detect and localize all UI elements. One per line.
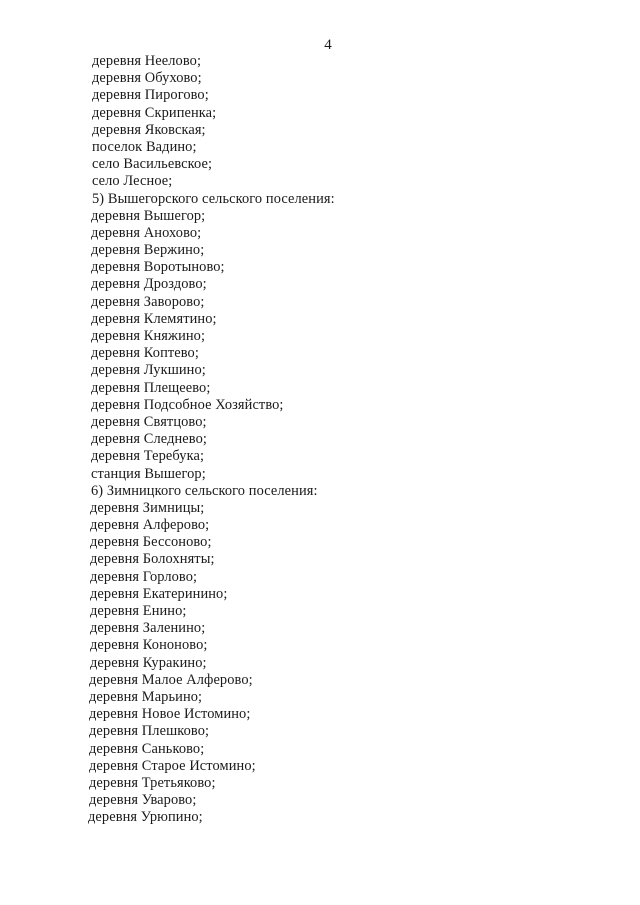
list-item: деревня Заленино; — [90, 620, 206, 637]
list-item: деревня Княжино; — [91, 328, 206, 344]
list-item: станция Вышегор; — [91, 465, 206, 482]
list-item: деревня Святцово; — [91, 413, 207, 430]
list-item: деревня Обухово; — [92, 70, 202, 87]
list-item: деревня Алферово; — [90, 517, 210, 534]
list-item: деревня Клемятино; — [91, 310, 217, 327]
list-item: деревня Плешково; — [89, 723, 210, 740]
list-item: деревня Неелово; — [92, 53, 202, 69]
list-item: деревня Вержино; — [91, 242, 205, 259]
list-item: деревня Скрипенка; — [92, 104, 217, 121]
list-item: деревня Яковская; — [92, 121, 206, 138]
list-item: деревня Лукшино; — [91, 362, 206, 379]
list-item: деревня Коптево; — [91, 345, 199, 362]
list-item: деревня Кононово; — [90, 637, 208, 654]
list-item: деревня Теребука; — [91, 448, 205, 465]
settlement-list — [0, 53, 640, 826]
list-item: деревня Дроздово; — [91, 276, 207, 293]
list-item: деревня Подсобное Хозяйство; — [91, 396, 284, 413]
list-item: деревня Малое Алферово; — [89, 671, 253, 688]
list-item: деревня Плещеево; — [91, 379, 211, 396]
list-item: деревня Анохово; — [91, 224, 202, 241]
list-item: деревня Старое Истомино; — [89, 757, 256, 774]
list-item: деревня Воротыново; — [91, 259, 225, 276]
list-item: деревня Горлово; — [90, 568, 198, 585]
list-item: деревня Новое Истомино; — [89, 706, 251, 723]
list-item: деревня Зимницы; — [90, 499, 205, 516]
list-item: деревня Бессоново; — [90, 534, 212, 551]
list-item: деревня Следнево; — [91, 431, 207, 448]
list-item: деревня Третьяково; — [89, 774, 216, 791]
list-item: деревня Пирогово; — [92, 87, 209, 104]
list-item: деревня Болохняты; — [90, 551, 215, 568]
list-item: деревня Енино; — [90, 603, 187, 619]
page-number: 4 — [324, 37, 332, 53]
list-item: деревня Екатеринино; — [90, 585, 228, 602]
section-heading: 5) Вышегорского сельского поселения: — [92, 190, 335, 207]
list-item: деревня Урюпино; — [88, 809, 203, 826]
list-item: поселок Вадино; — [92, 138, 197, 155]
list-item: деревня Заворово; — [91, 293, 205, 310]
list-item: деревня Куракино; — [90, 654, 207, 671]
list-item: село Лесное; — [92, 173, 173, 190]
list-item: село Васильевское; — [92, 156, 213, 173]
section-heading: 6) Зимницкого сельского поселения: — [91, 482, 318, 499]
list-item: деревня Вышегор; — [91, 207, 206, 224]
list-item: деревня Марьино; — [89, 688, 203, 705]
list-item: деревня Саньково; — [89, 740, 205, 757]
list-item: деревня Уварово; — [89, 792, 197, 809]
